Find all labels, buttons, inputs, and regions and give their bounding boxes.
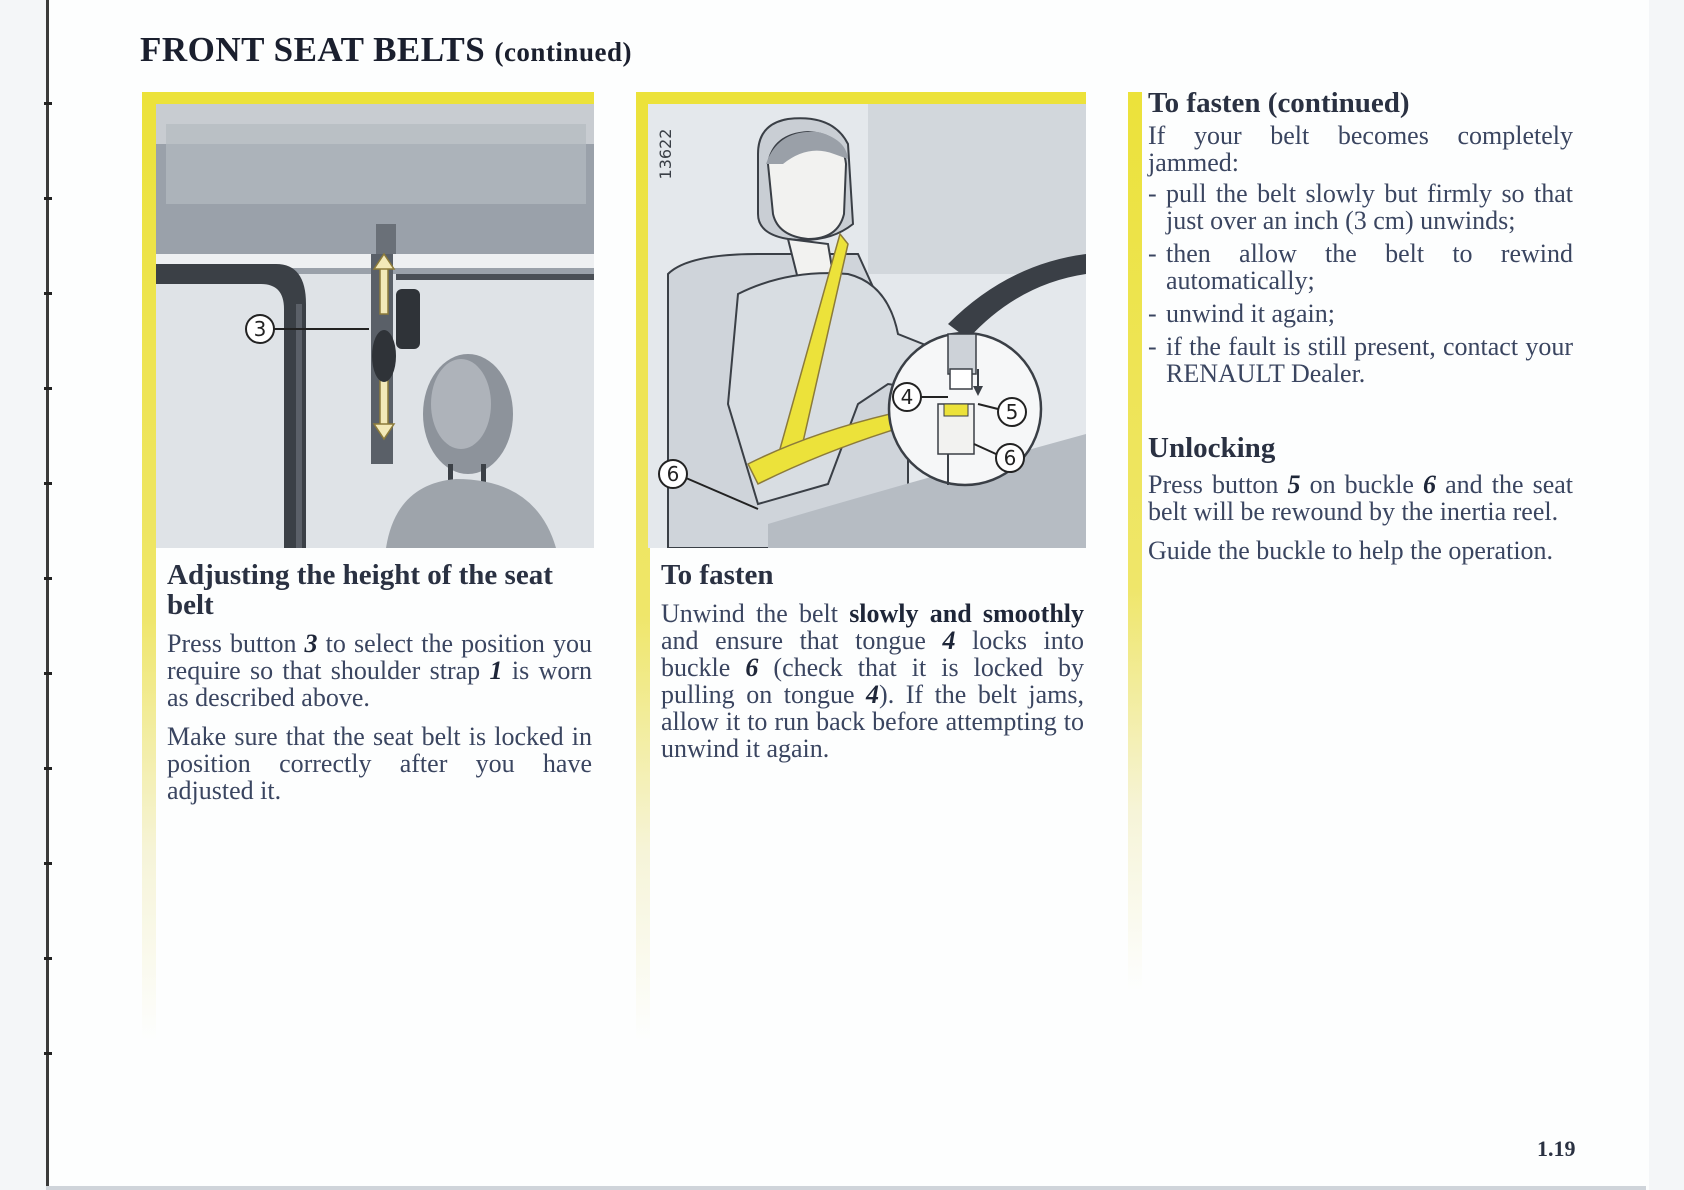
text-run: and ensure that tongue [661,626,943,655]
list-item-text: unwind it again; [1166,299,1335,328]
jammed-belt-steps [1148,180,1573,387]
text-run: Press button [1148,470,1288,499]
text-run: ). If the belt jams, allow it to run back before attempting to unwind it again. [661,680,1084,763]
column3-yellow-bar [1128,92,1142,992]
list-item-text: then allow the belt to rewind automatically; [1166,239,1573,295]
callout-3-label: 3 [253,317,267,341]
emphasis-text: slowly and smoothly [849,599,1084,628]
text-run: is worn as described above. [167,656,592,712]
list-dash: - [1148,299,1157,328]
button-reference: 5 [1287,470,1301,499]
text-run: to select the position you require so that shoulder strap [167,629,592,685]
to-fasten-heading: To fasten [661,559,774,591]
callout-6-label: 6 [666,462,680,486]
column3-text [1148,88,1573,564]
fastening-illustration [648,104,1086,548]
binding-tick [44,197,52,200]
page-title-main: FRONT SEAT BELTS [140,30,486,69]
binding-tick [44,957,52,960]
column1-yellow-bar [142,92,156,1042]
binding-tick [44,767,52,770]
text-run: on buckle [1300,470,1424,499]
text-run: and the seat belt will be rewound by the inertia reel. [1148,470,1574,526]
binding-tick [44,1052,52,1055]
tongue-reference: 4 [942,626,956,655]
binding-tick [44,292,52,295]
callout-leader-line [974,444,996,454]
callouts-layer [648,104,1086,548]
to-fasten-continued-heading: To fasten (continued) [1148,87,1410,119]
list-item [1148,333,1573,387]
list-item [1148,300,1573,327]
page-title [140,30,632,70]
illustration-reference-number: 13622 [656,128,675,180]
column1-yellow-top [142,92,594,104]
binding-ticks [44,0,52,1190]
page-number: 1.19 [1537,1136,1576,1161]
binding-tick [44,482,52,485]
binding-tick [44,862,52,865]
unlocking-heading: Unlocking [1148,432,1276,464]
text-run: Unwind the belt [661,599,850,628]
to-fasten-instructions [661,600,1084,762]
column1-text [167,560,592,804]
list-dash: - [1148,239,1157,268]
height-adjust-note: Make sure that the seat belt is locked in position correctly after you have adjusted it. [167,722,592,805]
list-dash: - [1148,332,1157,361]
tongue-reference: 4 [866,680,880,709]
list-item [1148,180,1573,234]
height-adjust-heading: Adjusting the height of the seat belt [167,559,553,621]
text-run: locks into buckle [661,626,1084,682]
jammed-belt-intro: If your belt becomes completely jammed: [1148,121,1573,177]
height-adjust-instructions [167,630,592,711]
binding-tick [44,672,52,675]
binding-tick [44,102,52,105]
list-item-text: pull the belt slowly but firmly so that just over an inch (3 cm) unwinds; [1166,179,1573,235]
list-dash: - [1148,179,1157,208]
list-item [1148,240,1573,294]
binding-tick [44,577,52,580]
seat-belt-height-illustration [156,104,594,548]
page-bottom-edge [46,1186,1646,1190]
unlocking-instructions [1148,471,1573,525]
text-run: (check that it is locked by pulling on tongue [661,653,1084,709]
column2-text [661,560,1084,762]
callout-5-label: 5 [1005,400,1019,424]
page-title-suffix: (continued) [494,37,632,67]
strap-reference: 1 [489,656,503,685]
callout-leader-line [686,478,758,509]
callouts-layer [156,104,594,548]
text-run: Press button [167,629,305,658]
callout-6-label: 6 [1003,446,1017,470]
callout-4-label: 4 [900,385,914,409]
button-reference: 3 [304,629,318,658]
buckle-reference: 6 [745,653,759,682]
list-item-text: if the fault is still present, contact your RENAULT Dealer. [1166,332,1573,388]
buckle-reference: 6 [1423,470,1437,499]
binding-tick [44,387,52,390]
unlocking-guide-note: Guide the buckle to help the operation. [1148,536,1554,565]
callout-leader-line [978,404,998,409]
column2-yellow-top [636,92,1086,104]
